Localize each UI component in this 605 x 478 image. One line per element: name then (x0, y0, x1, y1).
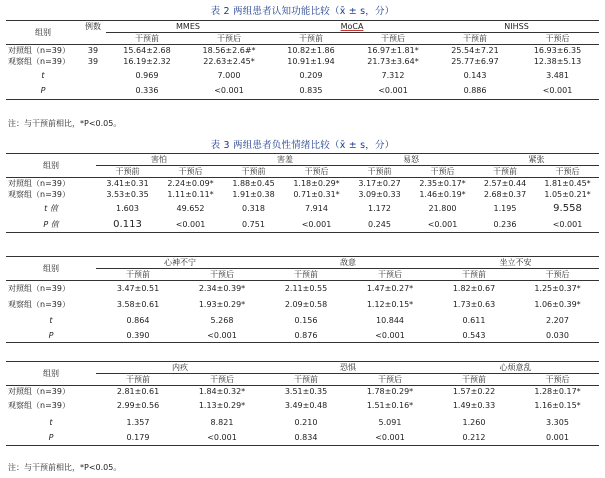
row-label: P (6, 329, 96, 343)
row-label: P (6, 83, 80, 99)
cell: 1.603 (116, 204, 139, 213)
header-guilt: 内疚 (96, 362, 264, 374)
header-post: 干预后 (516, 269, 599, 281)
cell: 22.63±2.45* (203, 57, 255, 66)
header-post: 干预后 (159, 166, 222, 178)
cell: <0.001 (285, 217, 348, 232)
cell: 0.835 (270, 83, 352, 99)
header-group: 组别 (6, 21, 80, 45)
table2-note: 注：与干预前相比，*P<0.05。 (8, 119, 122, 128)
cell: 1.51±0.16* (366, 400, 414, 410)
row-label: 观察组（n=39） (8, 190, 70, 199)
cell: 3.51±0.35 (284, 387, 328, 396)
header-upset: 心烦意乱 (432, 362, 599, 374)
header-post: 干预后 (348, 269, 432, 281)
row-label: 观察组（n=39） (8, 400, 70, 410)
cell: 0.969 (135, 70, 159, 80)
cell: 0.210 (294, 417, 318, 427)
header-post: 干预后 (352, 33, 434, 45)
header-fidgety: 坐立不安 (432, 257, 599, 269)
cell: <0.001 (536, 217, 599, 232)
cell: 1.13±0.29* (198, 400, 246, 410)
cell: 3.17±0.27 (358, 179, 401, 188)
header-irritable: 易怒 (348, 154, 474, 166)
cell: <0.001 (188, 83, 270, 99)
cell: 10.844 (376, 316, 404, 325)
row-label: 对照组（n=39） (8, 387, 70, 396)
header-pre: 干预前 (432, 374, 516, 386)
cell: 2.207 (546, 316, 569, 325)
cell: 1.260 (462, 417, 486, 427)
cell: 2.34±0.39* (198, 284, 246, 294)
cell: 2.99±0.56 (116, 400, 160, 410)
cell: 25.54±7.21 (451, 46, 499, 55)
cell: 1.57±0.22 (452, 387, 496, 396)
header-pre: 干预前 (264, 374, 348, 386)
cell: 2.11±0.55 (284, 284, 328, 294)
row-label: t (49, 316, 53, 325)
cell: 0.543 (432, 329, 516, 343)
cell: <0.001 (516, 83, 599, 99)
table2 (6, 20, 599, 100)
header-post: 干预后 (536, 166, 599, 178)
header-post: 干预后 (285, 166, 348, 178)
cell: 1.93±0.29* (198, 300, 246, 309)
header-post: 干预后 (516, 33, 599, 45)
table3-block3 (6, 361, 599, 446)
cell: 15.64±2.68 (123, 46, 171, 55)
cell: 0.336 (106, 83, 188, 99)
header-moca: MoCA (270, 21, 434, 33)
cell: 5.268 (210, 316, 234, 325)
cell: 1.91±0.38 (232, 190, 275, 199)
cell: 0.156 (294, 316, 318, 325)
cell: 3.305 (546, 417, 569, 427)
row-label: 对照组（n=39） (8, 284, 70, 294)
cell: 16.19±2.32 (123, 57, 171, 66)
cell: 1.28±0.17* (534, 387, 581, 396)
cell: 16.97±1.81* (367, 46, 419, 55)
cell: 1.05±0.21* (544, 190, 591, 199)
header-pre: 干预前 (434, 33, 516, 45)
header-group: 组别 (6, 257, 96, 281)
cell: 8.821 (210, 417, 234, 427)
cell: 0.864 (126, 316, 150, 325)
cell: 3.58±0.61 (116, 300, 160, 309)
cell: <0.001 (159, 217, 222, 232)
cell: 1.06±0.39* (534, 300, 581, 309)
cell: 39 (87, 57, 99, 66)
cell: 0.318 (242, 204, 265, 213)
cell: 2.09±0.58 (284, 300, 328, 309)
cell: 1.357 (126, 417, 150, 427)
cell: 1.172 (368, 204, 391, 213)
cell: 1.82±0.67 (452, 284, 496, 294)
cell: 3.09±0.33 (358, 190, 401, 199)
header-restless-mind: 心神不宁 (96, 257, 264, 269)
cell: 7.914 (305, 204, 328, 213)
table3-caption: 表 3 两组患者负性情绪比较（x̄ ± s，分） (210, 140, 395, 151)
cell: 21.800 (428, 204, 457, 213)
cell: 49.652 (176, 204, 205, 213)
cell: 0.236 (474, 217, 536, 232)
cell: 0.001 (516, 431, 599, 445)
cell: 2.57±0.44 (483, 179, 527, 188)
cell: 3.53±0.35 (106, 190, 149, 199)
row-label: t (49, 417, 53, 427)
cell: 1.12±0.15* (366, 300, 414, 309)
cell (80, 83, 106, 99)
cell: 10.82±1.86 (287, 46, 335, 55)
cell: 3.41±0.31 (106, 179, 149, 188)
cell: 1.88±0.45 (232, 179, 275, 188)
cell: 5.091 (378, 417, 402, 427)
cell: 0.834 (264, 431, 348, 445)
cell: 16.93±6.35 (533, 46, 582, 55)
cell: 2.68±0.37 (483, 190, 527, 199)
cell: 1.195 (493, 204, 517, 213)
row-label: t 值 (44, 204, 58, 213)
cell: 0.876 (264, 329, 348, 343)
cell: <0.001 (180, 431, 264, 445)
header-group: 组别 (6, 362, 96, 386)
cell: 1.49±0.33 (452, 400, 496, 410)
cell: 12.38±5.13 (533, 57, 582, 66)
cell: 1.81±0.45* (544, 179, 591, 188)
row-label: 对照组（n=39） (8, 179, 70, 188)
cell: 3.49±0.48 (284, 400, 328, 410)
header-pre: 干预前 (106, 33, 188, 45)
header-fear: 害怕 (96, 154, 222, 166)
cell: 18.56±2.6#* (202, 46, 256, 55)
cell: 0.209 (299, 70, 323, 80)
cell: 39 (87, 46, 99, 55)
header-shy: 害羞 (222, 154, 348, 166)
table2-caption: 表 2 两组患者认知功能比较（x̄ ± s，分） (210, 6, 395, 17)
cell: 1.11±0.11* (167, 190, 214, 199)
row-label: P 值 (6, 217, 96, 232)
cell: 7.000 (217, 70, 241, 80)
cell: 1.18±0.29* (293, 179, 340, 188)
header-nervous: 紧张 (474, 154, 599, 166)
cell: 21.73±3.64* (367, 57, 419, 66)
cell: 0.886 (434, 83, 516, 99)
cell: <0.001 (411, 217, 474, 232)
header-pre: 干预前 (222, 166, 285, 178)
cell: 0.030 (516, 329, 599, 343)
cell: 1.47±0.27* (366, 284, 414, 294)
cell: 0.143 (463, 70, 487, 80)
table3-note: 注：与干预前相比，*P<0.05。 (8, 463, 122, 472)
header-dread: 恐惧 (264, 362, 432, 374)
header-post: 干预后 (188, 33, 270, 45)
header-pre: 干预前 (96, 166, 159, 178)
table3-block1 (6, 153, 599, 233)
cell: 1.84±0.32* (198, 387, 246, 396)
cell: 2.24±0.09* (167, 179, 214, 188)
row-label: t (41, 70, 45, 80)
row-label: P (6, 431, 96, 445)
cell: <0.001 (352, 83, 434, 99)
cell: <0.001 (180, 329, 264, 343)
header-mmes: MMES (106, 21, 270, 33)
header-post: 干预后 (348, 374, 432, 386)
header-post: 干预后 (411, 166, 474, 178)
header-pre: 干预前 (474, 166, 536, 178)
cell: 1.73±0.63 (452, 300, 496, 309)
cell: 0.245 (348, 217, 411, 232)
cell: 7.312 (381, 70, 405, 80)
header-pre: 干预前 (270, 33, 352, 45)
header-pre: 干预前 (96, 269, 180, 281)
header-pre: 干预前 (432, 269, 516, 281)
header-post: 干预后 (180, 269, 264, 281)
cell: 0.611 (462, 316, 486, 325)
cell: 1.25±0.37* (534, 284, 581, 294)
header-cases: 例数 (80, 21, 106, 45)
table3-block2 (6, 256, 599, 343)
cell: 1.46±0.19* (419, 190, 466, 199)
cell: 2.81±0.61 (116, 387, 160, 396)
cell: 9.558 (553, 203, 582, 214)
header-pre: 干预前 (348, 166, 411, 178)
cell: 0.390 (96, 329, 180, 343)
header-post: 干预后 (516, 374, 599, 386)
cell: 0.212 (432, 431, 516, 445)
cell: 3.47±0.51 (116, 284, 160, 294)
cell: <0.001 (348, 329, 432, 343)
row-label: 观察组（n=39） (8, 300, 70, 309)
cell: 1.78±0.29* (366, 387, 414, 396)
row-label: 对照组（n=39） (8, 46, 70, 55)
cell: 0.179 (96, 431, 180, 445)
cell (80, 67, 106, 83)
cell: 0.113 (96, 217, 159, 232)
header-post: 干预后 (180, 374, 264, 386)
cell: 3.481 (546, 70, 569, 80)
header-hostility: 敌意 (264, 257, 432, 269)
row-label: 观察组（n=39） (8, 57, 70, 66)
header-nihss: NIHSS (434, 21, 599, 33)
header-group: 组别 (6, 154, 96, 178)
header-pre: 干预前 (264, 269, 348, 281)
cell: 1.16±0.15* (534, 400, 581, 410)
cell: 0.751 (222, 217, 285, 232)
header-pre: 干预前 (96, 374, 180, 386)
cell: 10.91±1.94 (287, 57, 335, 66)
cell: 2.35±0.17* (419, 179, 466, 188)
cell: 25.77±6.97 (451, 57, 499, 66)
cell: <0.001 (348, 431, 432, 445)
cell: 0.71±0.31* (293, 190, 340, 199)
